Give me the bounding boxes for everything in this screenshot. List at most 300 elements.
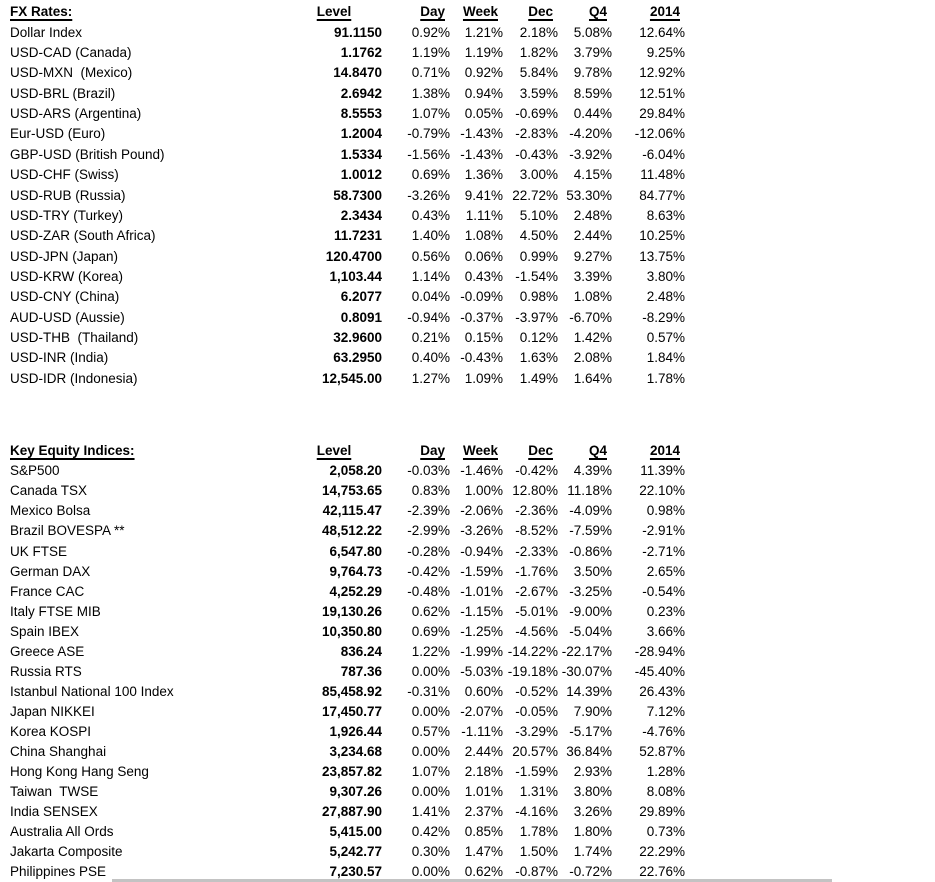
cell-level: 1,926.44 <box>329 723 382 739</box>
row-label: USD-THB (Thailand) <box>10 329 139 345</box>
row-label: AUD-USD (Aussie) <box>10 309 125 325</box>
cell-level: 5,242.77 <box>329 844 382 860</box>
cell-dec: 0.99% <box>519 248 558 264</box>
table-row <box>0 104 700 124</box>
table-row <box>0 63 700 83</box>
row-label: India SENSEX <box>10 804 98 820</box>
cell-q4: 1.42% <box>573 329 612 345</box>
equity-header-row <box>0 441 700 461</box>
cell-dec: 5.84% <box>519 65 558 81</box>
cell-level: 48,512.22 <box>321 523 382 539</box>
cell-day: 1.40% <box>411 228 450 244</box>
cell-week: 1.11% <box>465 207 503 223</box>
cell-week: 0.85% <box>464 824 503 840</box>
cell-level: 91.1150 <box>333 24 382 40</box>
table-row <box>0 581 700 601</box>
cell-level: 19,130.26 <box>321 603 382 619</box>
row-label: Philippines PSE <box>10 864 107 880</box>
cell-week: -1.43% <box>460 146 503 162</box>
table-row <box>0 662 700 682</box>
cell-day: 0.00% <box>411 784 450 800</box>
row-label: Italy FTSE MIB <box>10 603 101 619</box>
fx-header-dec: Dec <box>528 4 553 20</box>
equity-header-dec: Dec <box>528 443 553 459</box>
cell-day: -1.56% <box>407 146 450 162</box>
fx-header-2014: 2014 <box>649 4 680 20</box>
row-label: USD-CAD (Canada) <box>10 45 132 61</box>
cell-week: -3.26% <box>460 523 503 539</box>
cell-week: 0.05% <box>464 106 503 122</box>
cell-day: 0.92% <box>411 24 450 40</box>
cell-2014: 0.57% <box>646 329 685 345</box>
row-label: Russia RTS <box>10 663 82 679</box>
cell-dec: -1.76% <box>515 563 558 579</box>
row-label: China Shanghai <box>10 743 107 759</box>
cell-dec: -1.59% <box>515 764 558 780</box>
table-row <box>0 641 700 661</box>
cell-dec: -5.01% <box>515 603 558 619</box>
cell-level: 6,547.80 <box>329 543 382 559</box>
cell-q4: 2.08% <box>573 350 612 366</box>
cell-2014: 7.12% <box>646 703 685 719</box>
cell-q4: 36.84% <box>566 743 612 759</box>
cell-2014: 2.48% <box>646 289 685 305</box>
equity-header-week: Week <box>462 443 498 459</box>
cell-week: 1.09% <box>464 370 503 386</box>
table-row <box>0 762 700 782</box>
cell-q4: 1.08% <box>573 289 612 305</box>
cell-level: 85,458.92 <box>321 683 382 699</box>
cell-dec: 3.59% <box>519 85 558 101</box>
cell-week: -1.01% <box>460 583 503 599</box>
cell-level: 14.8470 <box>333 65 382 81</box>
cell-q4: -5.17% <box>569 723 612 739</box>
cell-level: 1.2004 <box>340 126 382 142</box>
cell-dec: 5.10% <box>519 207 558 223</box>
cell-q4: 2.44% <box>573 228 612 244</box>
cell-2014: 29.84% <box>639 106 685 122</box>
table-row <box>0 722 700 742</box>
table-row <box>0 802 700 822</box>
cell-q4: 3.79% <box>573 45 612 61</box>
cell-level: 42,115.47 <box>322 503 382 519</box>
cell-q4: 2.93% <box>573 764 612 780</box>
cell-2014: 2.65% <box>646 563 685 579</box>
cell-dec: 1.50% <box>519 844 558 860</box>
cell-level: 9,764.73 <box>329 563 382 579</box>
cell-day: -2.39% <box>407 503 450 519</box>
row-label: USD-IDR (Indonesia) <box>10 370 138 386</box>
fx-header-row <box>0 2 700 22</box>
cell-week: -1.15% <box>460 603 503 619</box>
cell-week: 0.94% <box>464 85 503 101</box>
cell-2014: 13.75% <box>639 248 685 264</box>
cell-2014: 8.63% <box>646 207 685 223</box>
equity-header-level: Level <box>316 443 352 459</box>
cell-day: 0.83% <box>411 483 450 499</box>
cell-2014: 22.76% <box>639 864 685 880</box>
table-row <box>0 822 700 842</box>
cell-dec: 0.98% <box>519 289 558 305</box>
cell-dec: 1.49% <box>519 370 558 386</box>
row-label: USD-JPN (Japan) <box>10 248 119 264</box>
cell-level: 1.1762 <box>340 45 382 61</box>
cell-day: 0.04% <box>411 289 450 305</box>
cell-2014: 12.92% <box>639 65 685 81</box>
cell-day: 1.41% <box>411 804 450 820</box>
cell-dec: 4.50% <box>519 228 558 244</box>
cell-q4: 3.80% <box>573 784 612 800</box>
cell-dec: 3.00% <box>519 167 558 183</box>
cell-week: 1.19% <box>464 45 503 61</box>
cell-week: 9.41% <box>464 187 503 203</box>
cell-2014: 1.78% <box>646 370 685 386</box>
table-row <box>0 842 700 862</box>
table-row <box>0 368 700 388</box>
cell-2014: -8.29% <box>642 309 685 325</box>
cell-level: 58.7300 <box>333 187 382 203</box>
cell-week: 1.47% <box>464 844 503 860</box>
equity-indices-table <box>0 441 700 882</box>
cell-week: 0.15% <box>464 329 503 345</box>
fx-rates-table <box>0 2 700 389</box>
cell-q4: 1.64% <box>573 370 612 386</box>
cell-dec: 2.18% <box>519 24 558 40</box>
cell-week: -1.25% <box>460 623 503 639</box>
cell-level: 9,307.26 <box>329 784 382 800</box>
cell-dec: -3.29% <box>515 723 558 739</box>
cell-day: 1.22% <box>411 643 450 659</box>
cell-2014: 84.77% <box>639 187 685 203</box>
cell-day: -0.28% <box>407 543 450 559</box>
cell-week: -2.07% <box>460 703 503 719</box>
cell-q4: 0.44% <box>573 106 612 122</box>
cell-dec: 0.12% <box>519 329 558 345</box>
cell-q4: 9.27% <box>573 248 612 264</box>
cell-day: -0.03% <box>407 463 450 479</box>
row-label: USD-MXN (Mexico) <box>10 65 133 81</box>
cell-q4: 4.15% <box>573 167 612 183</box>
cell-day: -0.42% <box>407 563 450 579</box>
row-label: USD-ARS (Argentina) <box>10 106 142 122</box>
cell-2014: 9.25% <box>646 45 685 61</box>
table-row <box>0 621 700 641</box>
cell-week: 1.08% <box>464 228 503 244</box>
cell-day: 0.56% <box>411 248 450 264</box>
cell-q4: 53.30% <box>566 187 612 203</box>
row-label: Brazil BOVESPA ** <box>10 523 125 539</box>
cell-level: 7,230.57 <box>329 864 382 880</box>
cell-level: 2,058.20 <box>329 463 382 479</box>
cell-2014: -45.40% <box>634 663 685 679</box>
cell-dec: -2.36% <box>515 503 558 519</box>
cell-level: 3,234.68 <box>329 743 382 759</box>
cell-week: -1.59% <box>460 563 503 579</box>
cell-q4: 3.39% <box>573 268 612 284</box>
row-label: Spain IBEX <box>10 623 80 639</box>
cell-level: 1.5334 <box>340 146 382 162</box>
cell-level: 23,857.82 <box>321 764 382 780</box>
cell-day: 1.14% <box>411 268 450 284</box>
row-label: France CAC <box>10 583 85 599</box>
fx-header-level: Level <box>316 4 352 20</box>
equity-header-day: Day <box>420 443 445 459</box>
equity-header-2014: 2014 <box>649 443 680 459</box>
cell-day: -0.31% <box>407 683 450 699</box>
row-label: USD-KRW (Korea) <box>10 268 124 284</box>
cell-level: 11.7231 <box>333 228 382 244</box>
cell-2014: -2.91% <box>642 523 685 539</box>
table-row <box>0 682 700 702</box>
cell-q4: -5.04% <box>569 623 612 639</box>
table-row <box>0 561 700 581</box>
cell-day: 0.40% <box>411 350 450 366</box>
cell-2014: 3.80% <box>646 268 685 284</box>
cell-q4: 14.39% <box>566 683 612 699</box>
cell-level: 12,545.00 <box>321 370 382 386</box>
cell-week: 0.43% <box>464 268 503 284</box>
cell-week: 2.18% <box>464 764 503 780</box>
cell-week: 2.44% <box>464 743 503 759</box>
cell-week: 1.36% <box>464 167 503 183</box>
cell-2014: 22.10% <box>639 483 685 499</box>
cell-dec: -1.54% <box>515 268 558 284</box>
row-label: USD-BRL (Brazil) <box>10 85 116 101</box>
cell-2014: 3.66% <box>646 623 685 639</box>
cell-dec: -0.52% <box>515 683 558 699</box>
row-label: USD-INR (India) <box>10 350 109 366</box>
cell-q4: -30.07% <box>561 663 612 679</box>
fx-table-title: FX Rates: <box>10 4 73 20</box>
cell-dec: 1.78% <box>519 824 558 840</box>
cell-level: 63.2950 <box>333 350 382 366</box>
cell-week: -1.11% <box>461 723 503 739</box>
table-row <box>0 22 700 42</box>
cell-2014: 52.87% <box>639 743 685 759</box>
cell-level: 787.36 <box>340 663 382 679</box>
table-row <box>0 307 700 327</box>
cell-2014: 11.48% <box>640 167 685 183</box>
cell-level: 10,350.80 <box>321 623 382 639</box>
cell-day: 0.43% <box>411 207 450 223</box>
cell-week: 1.00% <box>464 483 503 499</box>
cell-2014: 10.25% <box>639 228 685 244</box>
cell-day: 1.07% <box>411 106 450 122</box>
row-label: S&P500 <box>10 463 60 479</box>
table-row <box>0 601 700 621</box>
cell-week: 2.37% <box>464 804 503 820</box>
cell-day: 0.62% <box>411 603 450 619</box>
cell-q4: 11.18% <box>567 483 612 499</box>
cell-dec: 12.80% <box>512 483 558 499</box>
cell-day: 0.00% <box>411 864 450 880</box>
cell-dec: 1.31% <box>519 784 558 800</box>
cell-day: 0.00% <box>411 663 450 679</box>
row-label: Istanbul National 100 Index <box>10 683 174 699</box>
cell-2014: 1.28% <box>646 764 685 780</box>
row-label: Taiwan TWSE <box>10 784 99 800</box>
table-row <box>0 742 700 762</box>
cell-week: -0.94% <box>460 543 503 559</box>
table-row <box>0 702 700 722</box>
cell-dec: -0.43% <box>515 146 558 162</box>
cell-dec: -2.83% <box>515 126 558 142</box>
table-row <box>0 165 700 185</box>
row-label: Korea KOSPI <box>10 723 92 739</box>
equity-table-title: Key Equity Indices: <box>10 443 135 459</box>
cell-week: 0.60% <box>464 683 503 699</box>
cell-level: 1.0012 <box>340 167 382 183</box>
cell-q4: 1.80% <box>573 824 612 840</box>
cell-2014: 0.98% <box>646 503 685 519</box>
row-label: Mexico Bolsa <box>10 503 91 519</box>
cell-day: 0.30% <box>411 844 450 860</box>
cell-q4: -22.17% <box>561 643 612 659</box>
table-row <box>0 328 700 348</box>
cell-q4: -3.25% <box>569 583 612 599</box>
cell-q4: 2.48% <box>573 207 612 223</box>
cell-week: -0.37% <box>460 309 503 325</box>
cell-dec: -3.97% <box>515 309 558 325</box>
cell-dec: -0.87% <box>515 864 558 880</box>
cell-week: 1.21% <box>464 24 503 40</box>
cell-q4: -0.86% <box>569 543 612 559</box>
cell-day: -0.79% <box>407 126 450 142</box>
cell-day: 0.00% <box>411 703 450 719</box>
cell-day: 0.00% <box>411 743 450 759</box>
cell-q4: -7.59% <box>569 523 612 539</box>
cell-week: -5.03% <box>460 663 503 679</box>
cell-2014: 29.89% <box>639 804 685 820</box>
table-row <box>0 144 700 164</box>
row-label: USD-CHF (Swiss) <box>10 167 119 183</box>
table-row <box>0 83 700 103</box>
table-row <box>0 481 700 501</box>
equity-header-q4: Q4 <box>588 443 607 459</box>
table-row <box>0 501 700 521</box>
row-label: German DAX <box>10 563 91 579</box>
cell-q4: -9.00% <box>569 603 612 619</box>
fx-header-day: Day <box>420 4 445 20</box>
table-row <box>0 782 700 802</box>
cell-level: 120.4700 <box>325 248 382 264</box>
cell-week: 0.62% <box>464 864 503 880</box>
cell-week: -0.43% <box>460 350 503 366</box>
row-label: GBP-USD (British Pound) <box>10 146 165 162</box>
cell-q4: 4.39% <box>573 463 612 479</box>
cell-dec: 20.57% <box>512 743 558 759</box>
row-label: Japan NIKKEI <box>10 703 95 719</box>
cell-level: 27,887.90 <box>321 804 382 820</box>
row-label: Canada TSX <box>10 483 88 499</box>
equity-table-body <box>0 461 700 882</box>
cell-day: -3.26% <box>407 187 450 203</box>
cell-day: 0.57% <box>411 723 450 739</box>
row-label: USD-TRY (Turkey) <box>10 207 124 223</box>
cell-q4: 9.78% <box>573 65 612 81</box>
table-row <box>0 541 700 561</box>
cell-q4: 3.50% <box>573 563 612 579</box>
cell-2014: 12.51% <box>639 85 685 101</box>
cell-level: 32.9600 <box>333 329 382 345</box>
cell-dec: 22.72% <box>512 187 558 203</box>
row-label: Dollar Index <box>10 24 83 40</box>
cell-2014: 0.23% <box>646 603 685 619</box>
cell-level: 6.2077 <box>340 289 382 305</box>
row-label: Greece ASE <box>10 643 85 659</box>
cell-day: 1.27% <box>411 370 450 386</box>
cell-week: 0.06% <box>464 248 503 264</box>
cell-q4: -3.92% <box>569 146 612 162</box>
cell-day: 1.38% <box>411 85 450 101</box>
cell-level: 0.8091 <box>340 309 382 325</box>
cell-level: 17,450.77 <box>321 703 382 719</box>
cell-day: 1.07% <box>411 764 450 780</box>
cell-day: -0.94% <box>407 309 450 325</box>
cell-level: 8.5553 <box>340 106 382 122</box>
cell-level: 4,252.29 <box>329 583 382 599</box>
cell-2014: 1.84% <box>646 350 685 366</box>
row-label: Hong Kong Hang Seng <box>10 764 149 780</box>
cell-day: -2.99% <box>407 523 450 539</box>
cell-dec: -2.67% <box>515 583 558 599</box>
cell-week: -1.99% <box>460 643 503 659</box>
cell-level: 5,415.00 <box>329 824 382 840</box>
cell-dec: -8.52% <box>515 523 558 539</box>
row-label: USD-ZAR (South Africa) <box>10 228 156 244</box>
cell-2014: -12.06% <box>634 126 685 142</box>
cell-q4: -4.09% <box>569 503 612 519</box>
cell-2014: -28.94% <box>634 643 685 659</box>
table-row <box>0 205 700 225</box>
cell-2014: 0.73% <box>646 824 685 840</box>
cell-q4: 1.74% <box>573 844 612 860</box>
cell-week: -0.09% <box>460 289 503 305</box>
cell-q4: 8.59% <box>573 85 612 101</box>
table-row <box>0 43 700 63</box>
cell-week: -2.06% <box>460 503 503 519</box>
cell-q4: 5.08% <box>573 24 612 40</box>
row-label: Jakarta Composite <box>10 844 123 860</box>
row-label: Eur-USD (Euro) <box>10 126 106 142</box>
table-row <box>0 185 700 205</box>
cell-2014: -4.76% <box>642 723 685 739</box>
cell-dec: -4.16% <box>515 804 558 820</box>
table-row <box>0 348 700 368</box>
cell-day: 0.69% <box>411 167 450 183</box>
cell-2014: 26.43% <box>639 683 685 699</box>
table-row <box>0 246 700 266</box>
cell-dec: -0.05% <box>515 703 558 719</box>
cell-week: -1.43% <box>460 126 503 142</box>
cell-level: 1,103.44 <box>329 268 382 284</box>
cell-2014: 8.08% <box>646 784 685 800</box>
cell-day: 1.19% <box>411 45 450 61</box>
table-row <box>0 287 700 307</box>
cell-q4: -4.20% <box>569 126 612 142</box>
cell-week: 1.01% <box>464 784 503 800</box>
cell-2014: -0.54% <box>642 583 685 599</box>
cell-2014: 12.64% <box>639 24 685 40</box>
cell-day: 0.21% <box>411 329 450 345</box>
cell-level: 2.3434 <box>340 207 382 223</box>
fx-table-body <box>0 22 700 388</box>
cell-2014: 22.29% <box>639 844 685 860</box>
row-label: UK FTSE <box>10 543 68 559</box>
cell-q4: 7.90% <box>573 703 612 719</box>
table-row <box>0 124 700 144</box>
cell-2014: 11.39% <box>640 463 685 479</box>
